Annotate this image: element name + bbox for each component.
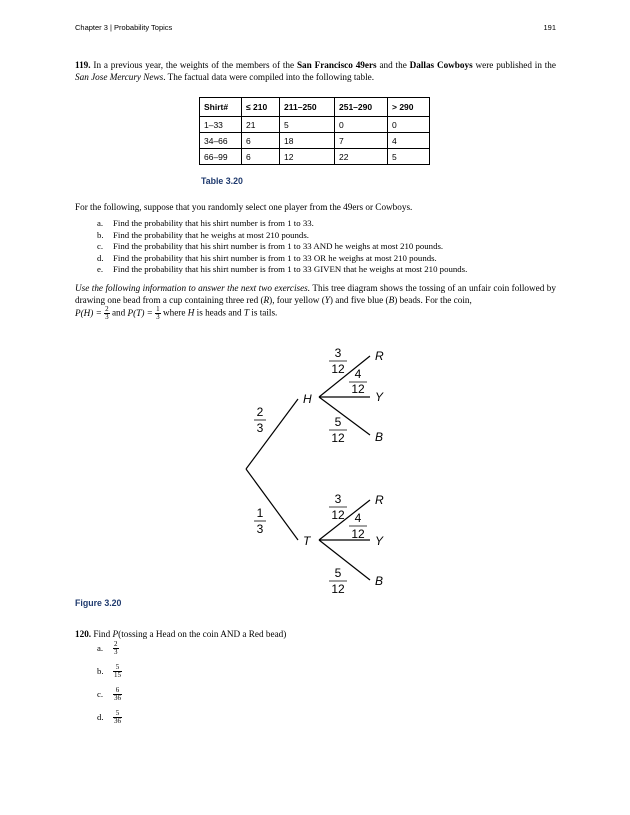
svg-text:3: 3 <box>256 421 264 435</box>
svg-text:12: 12 <box>331 362 345 376</box>
column-header: > 290 <box>388 98 430 117</box>
prob-label-t-y <box>349 511 367 541</box>
table-cell: 66–99 <box>200 149 242 165</box>
svg-text:3: 3 <box>334 346 342 360</box>
table-cell: 5 <box>388 149 430 165</box>
branch-h <box>246 399 298 469</box>
svg-text:12: 12 <box>331 431 345 445</box>
prob-heads: P(H) = $\frac{2}{3}$ <box>75 305 109 321</box>
answer-choice-c: c. $\frac{6}{36}$ <box>97 686 121 702</box>
tree-intro: Use the following information to answer the next two exercises. This tree diagram shows the tossing of an unfair coin followed by drawing one bead from a cup containing three red (R), four yellow (Y) and five blue (B) beads. For the coin, P(H) = $\frac{2}{3}$ and P(T) = $\frac{1}{3}$ where H is heads and T is tails. <box>75 283 556 321</box>
prob-label-t-b <box>329 566 347 596</box>
leaf-r: R <box>375 349 384 363</box>
svg-text:5: 5 <box>334 415 342 429</box>
fraction: $\frac{1}{3}$ <box>156 305 160 321</box>
branch-t-b <box>319 540 370 580</box>
team-name: San Francisco 49ers <box>296 60 377 70</box>
running-header: Chapter 3 | Probability Topics <box>75 23 173 32</box>
table-cell: 7 <box>335 133 388 149</box>
table-cell: 12 <box>280 149 335 165</box>
fraction: $\frac{2}{3}$ <box>105 305 109 321</box>
prob-tails: P(T) = $\frac{1}{3}$ <box>127 305 160 321</box>
fraction: $\frac{5}{15}$ <box>114 663 121 679</box>
column-header: 251–290 <box>335 98 388 117</box>
svg-text:12: 12 <box>331 508 345 522</box>
svg-text:1: 1 <box>256 506 264 520</box>
answer-choice-d: d. $\frac{5}{36}$ <box>97 709 121 725</box>
branch-h-b <box>319 397 370 435</box>
fraction: $\frac{2}{3}$ <box>114 640 118 656</box>
leaf-b: B <box>375 430 384 444</box>
exercise-number: 119. <box>75 60 91 70</box>
prob-label-t-r <box>329 492 347 522</box>
source-name: San Jose Mercury News <box>75 72 164 82</box>
exercise-number: 120. <box>75 629 92 639</box>
node-t: T <box>303 534 311 548</box>
svg-text:4: 4 <box>354 367 362 381</box>
table-cell: 6 <box>242 149 280 165</box>
table-cell: 34–66 <box>200 133 242 149</box>
fraction: $\frac{6}{36}$ <box>114 686 121 702</box>
branch-t <box>246 469 298 540</box>
table-cell: 18 <box>280 133 335 149</box>
svg-text:5: 5 <box>334 566 342 580</box>
exercise-119-text: 119. In a previous year, the weights of the members of the San Francisco 49ers and the Dallas Cowboys were published in the San Jose Mercury News. The factual data were compiled into the following table. <box>75 60 556 82</box>
prob-label-t <box>254 506 266 536</box>
list-item: c. Find the probability that his shirt number is from 1 to 33 AND he weighs at most 210 pounds. <box>97 241 444 251</box>
question-intro: For the following, suppose that you randomly select one player from the 49ers or Cowboys. <box>75 202 413 212</box>
leaf-y: Y <box>375 390 384 404</box>
list-item: b. Find the probability that he weighs at most 210 pounds. <box>97 229 309 240</box>
column-header: Shirt# <box>200 98 242 117</box>
table-cell: 6 <box>242 133 280 149</box>
prob-label-h <box>254 405 266 435</box>
table-caption: Table 3.20 <box>201 176 243 186</box>
list-item: e. Find the probability that his shirt number is from 1 to 33 GIVEN that he weighs at most 210 pounds. <box>97 264 468 274</box>
list-item: d. Find the probability that his shirt number is from 1 to 33 OR he weighs at most 210 pounds. <box>97 252 437 263</box>
leaf-y: Y <box>375 534 384 548</box>
svg-text:12: 12 <box>351 382 365 396</box>
list-item: a. Find the probability that his shirt number is from 1 to 33. <box>97 218 314 228</box>
svg-text:12: 12 <box>351 527 365 541</box>
figure-caption: Figure 3.20 <box>75 598 122 608</box>
column-header: 211–250 <box>280 98 335 117</box>
column-header: ≤ 210 <box>242 98 280 117</box>
node-h: H <box>303 392 312 406</box>
answer-choice-a: a. $\frac{2}{3}$ <box>97 640 118 656</box>
leaf-r: R <box>375 493 384 507</box>
fraction: $\frac{5}{36}$ <box>114 709 121 725</box>
svg-text:3: 3 <box>334 492 342 506</box>
table-cell: 0 <box>335 117 388 133</box>
svg-text:12: 12 <box>331 582 345 596</box>
table-cell: 1–33 <box>200 117 242 133</box>
table-cell: 21 <box>242 117 280 133</box>
svg-text:3: 3 <box>256 522 264 536</box>
table-cell: 5 <box>280 117 335 133</box>
leaf-b: B <box>375 574 384 588</box>
page-number: 191 <box>543 23 556 32</box>
table-cell: 22 <box>335 149 388 165</box>
exercise-120-text: 120. Find P(tossing a Head on the coin AND a Red bead) <box>75 629 287 639</box>
table-cell: 4 <box>388 133 430 149</box>
answer-choice-b: b. $\frac{5}{15}$ <box>97 663 121 679</box>
prob-label-h-b <box>329 415 347 445</box>
team-name: Dallas Cowboys <box>409 60 473 70</box>
svg-text:2: 2 <box>256 405 264 419</box>
svg-text:4: 4 <box>354 511 362 525</box>
prob-label-h-r <box>329 346 347 376</box>
table-cell: 0 <box>388 117 430 133</box>
